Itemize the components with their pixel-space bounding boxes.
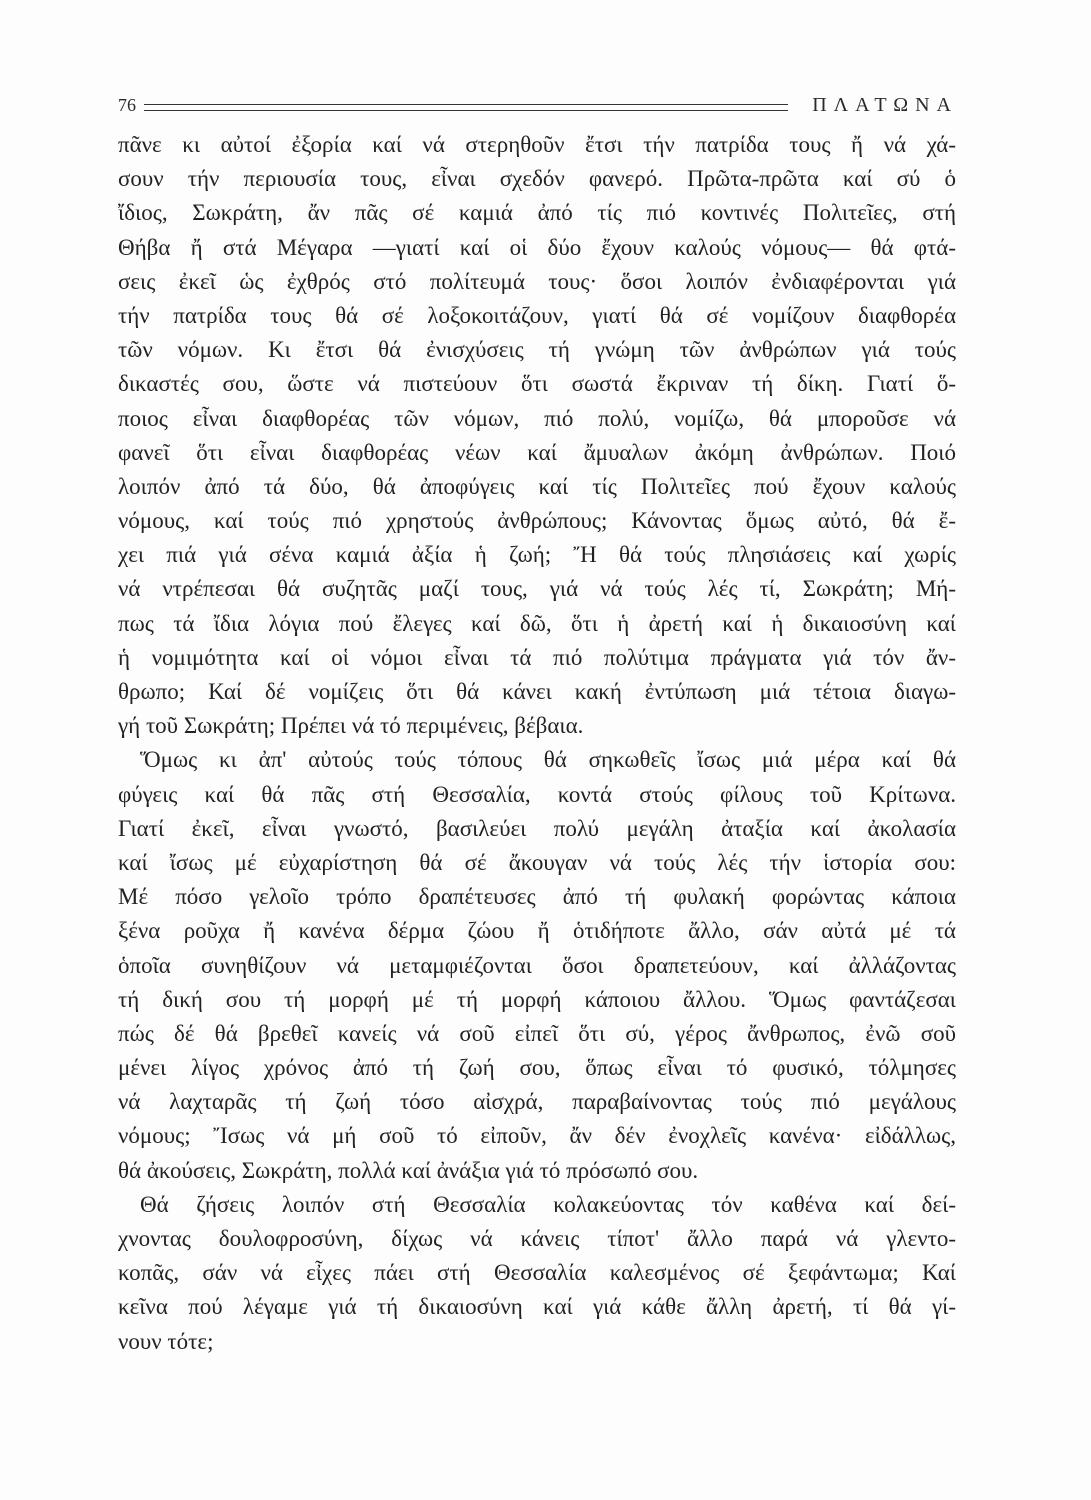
text-line: καί ἴσως μέ εὐχαρίστηση θά σέ ἄκουγαν νά τούς λές τήν ἱστορία σου: [118, 849, 956, 875]
text-line: ξένα ροῦχα ἤ κανένα δέρμα ζώου ἤ ὁτιδήποτε ἄλλο, σάν αὐτά μέ τά [118, 918, 956, 944]
text-line: νά λαχταρᾶς τή ζωή τόσο αἰσχρά, παραβαίνοντας τούς πιό μεγάλους [118, 1089, 956, 1115]
text-line: σουν τήν περιουσία τους, εἶναι σχεδόν φανερό. Πρῶτα-πρῶτα καί σύ ὁ [118, 166, 956, 192]
text-line: τή δική σου τή μορφή μέ τή μορφή κάποιου ἄλλου. Ὅμως φαντάζεσαι [118, 986, 956, 1012]
text-line: πως τά ἴδια λόγια πού ἔλεγες καί δῶ, ὅτι ἡ ἀρετή καί ἡ δικαιοσύνη καί [118, 610, 956, 636]
text-line: θά ἀκούσεις, Σωκράτη, πολλά καί ἀνάξια γιά τό πρόσωπό σου. [118, 1157, 699, 1183]
text-line: ποιος εἶναι διαφθορέας τῶν νόμων, πιό πολύ, νομίζω, θά μποροῦσε νά [118, 405, 956, 431]
text-line: τῶν νόμων. Κι ἔτσι θά ἐνισχύσεις τή γνώμη τῶν ἀνθρώπων γιά τούς [118, 337, 956, 363]
text-line: μένει λίγος χρόνος ἀπό τή ζωή σου, ὅπως εἶναι τό φυσικό, τόλμησες [118, 1055, 956, 1081]
paragraph [118, 1188, 956, 1359]
text-line: Γιατί ἐκεῖ, εἶναι γνωστό, βασιλεύει πολύ μεγάλη ἀταξία καί ἀκολασία [118, 815, 956, 841]
text-line: ἴδιος, Σωκράτη, ἄν πᾶς σέ καμιά ἀπό τίς πιό κοντινές Πολιτεῖες, στή [118, 200, 956, 226]
text-line: Ὅμως κι ἀπ' αὐτούς τούς τόπους θά σηκωθεῖς ἴσως μιά μέρα καί θά [140, 747, 956, 773]
text-line: Θά ζήσεις λοιπόν στή Θεσσαλία κολακεύοντας τόν καθένα καί δεί- [140, 1191, 956, 1217]
text-line: Θήβα ἤ στά Μέγαρα —γιατί καί οἱ δύο ἔχουν καλούς νόμους— θά φτά- [118, 234, 956, 260]
page-number: 76 [118, 94, 136, 115]
text-line: σεις ἐκεῖ ὡς ἐχθρός στό πολίτευμά τους· ὅσοι λοιπόν ἐνδιαφέρονται γιά [118, 268, 956, 294]
text-line: κεῖνα πού λέγαμε γιά τή δικαιοσύνη καί γιά κάθε ἄλλη ἀρετή, τί θά γί- [118, 1294, 956, 1320]
text-line: φύγεις καί θά πᾶς στή Θεσσαλία, κοντά στούς φίλους τοῦ Κρίτωνα. [118, 781, 956, 807]
text-line: θρωπο; Καί δέ νομίζεις ὅτι θά κάνει κακή ἐντύπωση μιά τέτοια διαγω- [118, 679, 956, 704]
text-line: νά ντρέπεσαι θά συζητᾶς μαζί τους, γιά νά τούς λές τί, Σωκράτη; Μή- [118, 576, 956, 602]
text-line: πώς δέ θά βρεθεῖ κανείς νά σοῦ εἰπεῖ ὅτι σύ, γέρος ἄνθρωπος, ἐνῶ σοῦ [118, 1020, 956, 1046]
text-line: ὁποῖα συνηθίζουν νά μεταμφιέζονται ὅσοι δραπετεύουν, καί ἀλλάζοντας [118, 952, 956, 978]
header-rule [144, 104, 788, 111]
text-line: γή τοῦ Σωκράτη; Πρέπει νά τό περιμένεις, βέβαια. [118, 713, 584, 739]
text-line: χει πιά γιά σένα καμιά ἀξία ἡ ζωή; Ἤ θά τούς πλησιάσεις καί χωρίς [118, 542, 956, 568]
paragraph [118, 743, 956, 1187]
text-line: ἡ νομιμότητα καί οἱ νόμοι εἶναι τά πιό πολύτιμα πράγματα γιά τόν ἄν- [118, 644, 956, 670]
book-title: ΠΛΑΤΩΝΑ [812, 93, 958, 116]
text-line: νουν τότε; [118, 1328, 214, 1354]
text-line: τήν πατρίδα τους θά σέ λοξοκοιτάζουν, γιατί θά σέ νομίζουν διαφθορέα [118, 302, 956, 328]
text-line: Μέ πόσο γελοῖο τρόπο δραπέτευσες ἀπό τή φυλακή φορώντας κάποια [118, 884, 956, 910]
text-line: κοπᾶς, σάν νά εἶχες πάει στή Θεσσαλία καλεσμένος σέ ξεφάντωμα; Καί [118, 1260, 956, 1286]
text-line: πᾶνε κι αὐτοί ἐξορία καί νά στερηθοῦν ἔτσι τήν πατρίδα τους ἤ νά χά- [118, 132, 956, 157]
text-line: χνοντας δουλοφροσύνη, δίχως νά κάνεις τίποτ' ἄλλο παρά νά γλεντο- [118, 1226, 956, 1251]
paragraph [118, 128, 956, 743]
body-text [118, 128, 956, 1359]
running-header [118, 92, 958, 118]
text-line: δικαστές σου, ὥστε νά πιστεύουν ὅτι σωστά ἔκριναν τή δίκη. Γιατί ὅ- [118, 371, 956, 397]
text-line: φανεῖ ὅτι εἶναι διαφθορέας νέων καί ἄμυαλων ἀκόμη ἀνθρώπων. Ποιό [118, 439, 956, 465]
text-line: νόμους; Ἴσως νά μή σοῦ τό εἰποῦν, ἄν δέν ἐνοχλεῖς κανένα· εἰδάλλως, [118, 1123, 956, 1149]
text-line: λοιπόν ἀπό τά δύο, θά ἀποφύγεις καί τίς Πολιτεῖες πού ἔχουν καλούς [118, 473, 956, 499]
text-line: νόμους, καί τούς πιό χρηστούς ἀνθρώπους; Κάνοντας ὅμως αὐτό, θά ἔ- [118, 508, 956, 534]
